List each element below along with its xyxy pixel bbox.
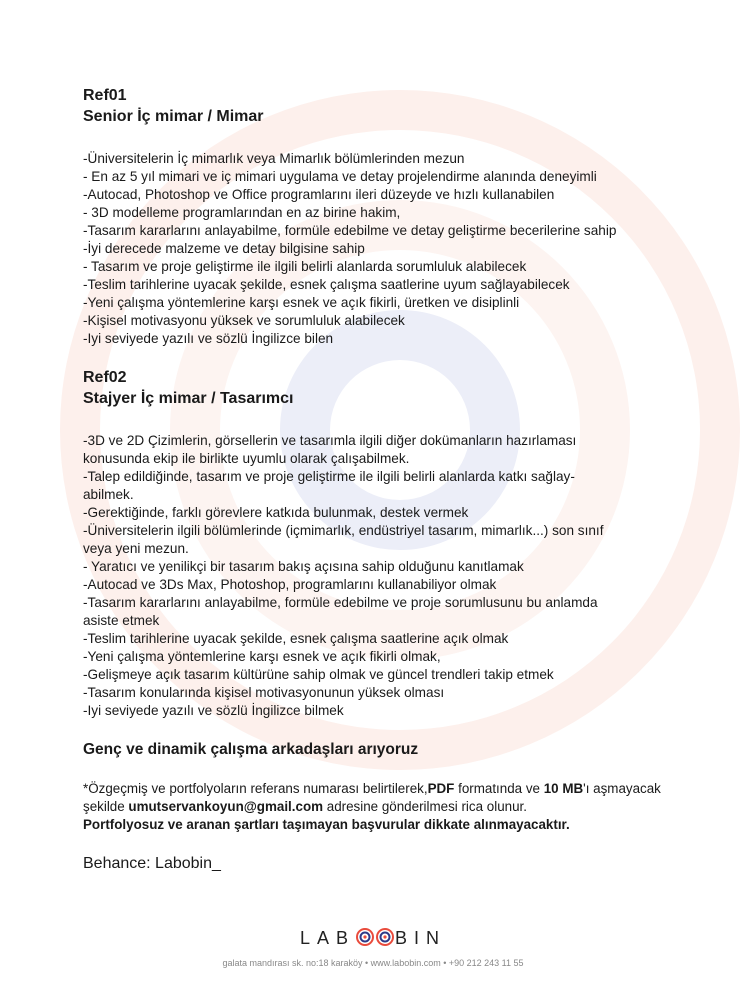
list-item: -Teslim tarihlerine uyacak şekilde, esnek çalışma saatlerine uyum sağlayabilecek: [83, 277, 570, 292]
list-item: -Kişisel motivasyonu yüksek ve sorumluluk alabilecek: [83, 313, 405, 328]
note-text: 'ı aşmayacak şekilde: [83, 781, 661, 814]
list-item: -Yeni çalışma yöntemlerine karşı esnek ve açık fikirli, üretken ve disiplinli: [83, 295, 520, 310]
list-item: -Iyi seviyede yazılı ve sözlü İngilizce bilen: [83, 331, 334, 346]
list-item: - Yaratıcı ve yenilikçi bir tasarım bakış açısına sahip olduğunu kanıtlamak: [83, 559, 524, 574]
list-item: -Tasarım kararlarını anlayabilme, formüle edebilme ve proje sorumlusunu bu anlamda asiste etmek: [83, 595, 598, 628]
job-posting: [83, 86, 703, 890]
target-logo-icon: [356, 928, 374, 946]
application-note: [83, 780, 703, 834]
note-text: formatında ve: [454, 781, 544, 796]
logo-text-left: LAB: [299, 928, 355, 948]
list-item: -Autocad ve 3Ds Max, Photoshop, programlarını kullanabiliyor olmak: [83, 577, 497, 592]
behance-handle: Behance: Labobin_: [83, 855, 221, 872]
labobin-logo: [0, 928, 746, 949]
note-text: *Özgeçmiş ve portfolyoların referans numarası belirtilerek,: [83, 781, 428, 796]
ref02-title: Stajyer İç mimar / Tasarımcı: [83, 390, 294, 407]
list-item: -İyi derecede malzeme ve detay bilgisine sahip: [83, 241, 365, 256]
list-item: -Gelişmeye açık tasarım kültürüne sahip olmak ve güncel trendleri takip etmek: [83, 667, 554, 682]
note-text: adresine gönderilmesi rica olunur.: [323, 799, 527, 814]
list-item: -Talep edildiğinde, tasarım ve proje geliştirme ile ilgili belirli alanlarda katkı sağlay- abilmek.: [83, 469, 575, 502]
ref02-code: Ref02: [83, 369, 127, 386]
ref01-requirements: [83, 150, 703, 348]
ref02-requirements: [83, 432, 703, 720]
list-item: - En az 5 yıl mimari ve iç mimari uygulama ve detay projelendirme alanında deneyimli: [83, 169, 597, 184]
list-item: -Yeni çalışma yöntemlerine karşı esnek ve açık fikirli olmak,: [83, 649, 441, 664]
list-item: -Tasarım konularında kişisel motivasyonunun yüksek olması: [83, 685, 445, 700]
ref01-code: Ref01: [83, 87, 127, 104]
ref02-section: [83, 368, 703, 720]
list-item: -Autocad, Photoshop ve Office programlarını ileri düzeyde ve hızlı kullanabilen: [83, 187, 555, 202]
list-item: -Gerektiğinde, farklı görevlere katkıda bulunmak, destek vermek: [83, 505, 469, 520]
ref01-section: [83, 86, 703, 348]
list-item: - Tasarım ve proje geliştirme ile ilgili belirli alanlarda sorumluluk alabilecek: [83, 259, 527, 274]
note-size: 10 MB: [543, 781, 584, 796]
list-item: -Üniversitelerin İç mimarlık veya Mimarlık bölümlerinden mezun: [83, 151, 465, 166]
ref01-title: Senior İç mimar / Mimar: [83, 108, 264, 125]
footer-contact: galata mandırası sk. no:18 karaköy • www.labobin.com • +90 212 243 11 55: [222, 958, 524, 968]
contact-email: umutservankoyun@gmail.com: [128, 799, 324, 814]
list-item: -Iyi seviyede yazılı ve sözlü İngilizce bilmek: [83, 703, 344, 718]
target-logo-icon: [376, 928, 394, 946]
list-item: -Tasarım kararlarını anlayabilme, formüle edebilme ve detay geliştirme becerilerine sahip: [83, 223, 617, 238]
list-item: -Teslim tarihlerine uyacak şekilde, esnek çalışma saatlerine açık olmak: [83, 631, 509, 646]
list-item: - 3D modelleme programlarından en az birine hakim,: [83, 205, 401, 220]
list-item: -3D ve 2D Çizimlerin, görsellerin ve tasarımla ilgili diğer dokümanların hazırlaması konusunda ekip ile birlikte uyumlu olarak çalışabilmek.: [83, 433, 577, 466]
list-item: -Üniversitelerin ilgili bölümlerinde (içmimarlık, endüstriyel tasarım, mimarlık...) son sınıf veya yeni mezun.: [83, 523, 604, 556]
note-pdf: PDF: [427, 781, 455, 796]
note-warning: Portfolyosuz ve aranan şartları taşımayan başvurular dikkate alınmayacaktır.: [83, 817, 570, 832]
logo-text-right: BIN: [395, 928, 447, 948]
tagline: Genç ve dinamik çalışma arkadaşları arıyoruz: [83, 741, 419, 758]
